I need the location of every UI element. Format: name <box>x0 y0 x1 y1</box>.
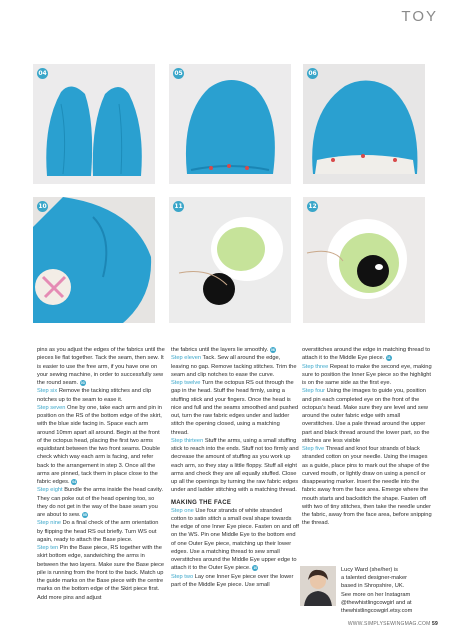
photo-eye-pieces <box>169 197 291 323</box>
paragraph: Step one Use four strands of white stranded cotton to satin stitch a small oval shape towards the edge of one Inner Eye piece. Fasten on and off on the WS. Pin one Middle Eye to the bottom end of one Outer Eye piece, matching up their lower edges. Use a matching thread to sew small overstitches around the Middle Eye upper edge to attach it to the Outer Eye piece. 10 <box>171 507 299 572</box>
page-number: 59 <box>432 621 438 627</box>
author-photo <box>300 566 336 606</box>
section-heading: MAKING THE FACE <box>171 499 232 506</box>
paragraph: pins as you adjust the edges of the fabrics until the pieces lie flat together. Tack the seam, then sew. It is easier to use the free arm, if you have one on your sewing machine, in order to successfully sew the round seam. 03 <box>37 347 165 386</box>
paragraph: Step three Repeat to make the second eye, making sure to position the Inner Eye piece so the highlight is on the same side as the first eye. <box>302 363 432 386</box>
step-badge: 11 <box>174 203 183 210</box>
step-badge: 06 <box>308 70 317 77</box>
author-portrait <box>300 566 336 606</box>
section-tag: TOY <box>401 8 438 25</box>
text-column-3 <box>302 346 432 528</box>
step-badge: 10 <box>38 203 47 210</box>
photo-arm-pieces <box>33 64 155 184</box>
step-photo-12 <box>303 197 425 323</box>
step-ref-icon: 10 <box>253 565 258 570</box>
paragraph: Step five Thread and knot four strands of black stranded cotton on your needle. Using the images as a guide, place pins to mark out the shape of the curved mouth, or lightly draw on using a pencil or disappearing marker. Insert the needle into the fabric away from the face area. Emerge where the mouth starts and backstitch the shape. Fasten off with two of tiny stitches, then take the needle under the fabric, away from the face area, before snipping the thread. <box>302 446 432 527</box>
step-ref-icon: 11 <box>386 355 391 360</box>
paragraph: Step seven One by one, take each arm and pin in position on the RS of the bottom edge of the skirt, with the blue side facing in. Space each arm around 10mm apart all around. Begin at the front of the octopus head, placing the first two arms equidistant between the two front seams. Double check which way each arm is facing, and refer back to the arrangement in step 3. Once all the arms are pinned, tack them in place close to the fabric edges. 04 <box>37 404 162 485</box>
text-column-2 <box>171 346 299 589</box>
paragraph: the fabrics until the layers lie smoothly. 06 <box>171 347 275 353</box>
paragraph: Step nine Do a final check of the arm orientation by flipping the head RS out briefly. Turn WS out again, ready to attach the Base piece. <box>37 520 159 543</box>
page-footer <box>348 621 438 627</box>
step-photo-06 <box>303 64 425 184</box>
step-photo-04 <box>33 64 155 184</box>
paragraph: Step four Using the images to guide you, position and pin each completed eye on the front of the octopus’s head. Make sure they are level and sew around the outer fabric edge with small overstitches. Use a pale thread around the upper part and black thread around the lower part, so the stitches are less visible <box>302 388 430 444</box>
paragraph: Step thirteen Stuff the arms, using a small stuffing stick to reach into the ends. Stuff not too firmly and decrease the amount of stuffing as you work up each arm, so they stay a little floppy. Stuff all eight arms and check they are all equally stuffed. Close up all the openings by turning the raw fabric edges under and ladder stitching with a matching thread. <box>171 437 299 494</box>
paragraph: Step ten Pin the Base piece, RS together with the skirt bottom edge, sandwiching the arms in between the two layers. Make sure the Base piece pile is running from the front to the back. Match up the guide marks on the Base piece with the centre marks on the bottom edge of the Skirt piece first. Add more pins and adjust <box>37 545 165 601</box>
footer-url: WWW.SIMPLYSEWINGMAG.COM <box>347 621 431 627</box>
step-badge: 12 <box>308 203 317 210</box>
photo-head-pinned <box>169 64 291 184</box>
step-ref-icon: 05 <box>82 512 87 517</box>
author-box <box>300 566 440 626</box>
step-ref-icon: 04 <box>72 479 77 484</box>
paragraph: overstitches around the edge in matching thread to attach it to the Middle Eye piece. 11 <box>302 347 431 362</box>
paragraph: Step twelve Turn the octopus RS out through the gap in the head. Stuff the head firmly, using a stuffing stick and your fingers. Once the head is nice and full and the seams smoothed and pushed out, turn the raw fabric edges under and ladder stitch the opening closed, using a matching thread. <box>171 380 299 436</box>
photo-stuffing <box>33 197 155 323</box>
step-badge: 05 <box>174 70 183 77</box>
step-ref-icon: 06 <box>270 347 275 352</box>
paragraph: Step eleven Tack. Sew all around the edge, leaving no gap. Remove tacking stitches. Trim the seam and clip notches to ease the curve. <box>171 355 297 378</box>
step-ref-icon: 03 <box>80 380 85 385</box>
step-photo-10 <box>33 197 155 323</box>
step-photo-11 <box>169 197 291 323</box>
photo-completed-eye <box>303 197 425 323</box>
paragraph: Step six Remove the tacking stitches and clip notches up to the seam to ease it. <box>37 388 152 403</box>
step-photo-05 <box>169 64 291 184</box>
text-column-1 <box>37 346 165 602</box>
author-bio: Lucy Ward (she/her) is a talented designer-maker based in Shropshire, UK. See more on her Instagram @thewhistlingcowgirl and at thewhistlingcowgirl.etsy.com <box>341 567 413 615</box>
photo-head-base <box>303 64 425 184</box>
step-badge: 04 <box>38 70 47 77</box>
paragraph: Step two Lay one Inner Eye piece over the lower part of the Middle Eye piece. Use small <box>171 573 294 588</box>
paragraph: Step eight Bundle the arms inside the head cavity. They can poke out of the head opening too, so they do not get in the way of the base seam you are about to sew. 05 <box>37 487 164 518</box>
